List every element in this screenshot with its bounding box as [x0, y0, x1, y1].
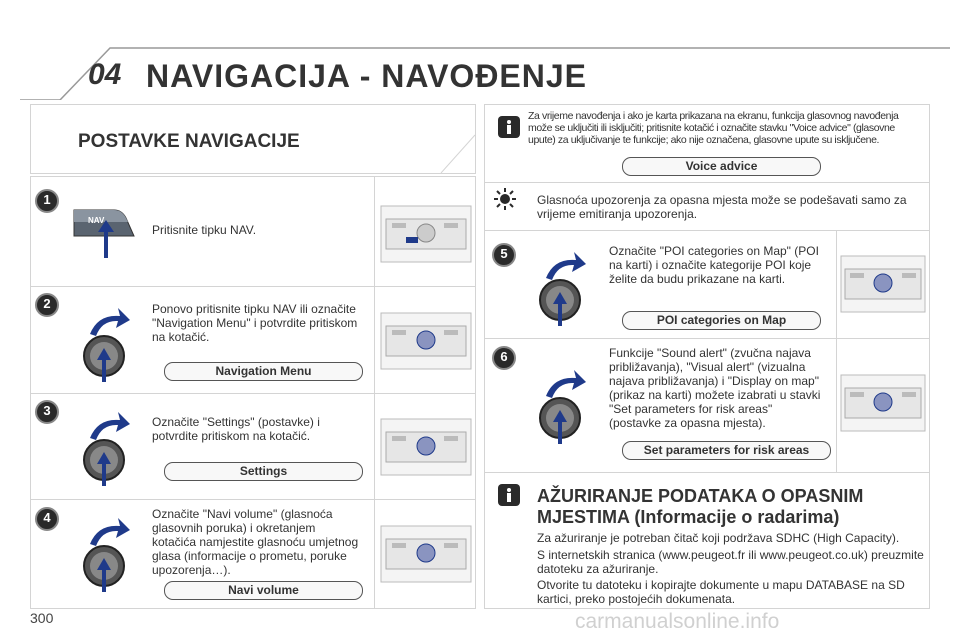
step-badge-5: 5	[489, 240, 519, 270]
section-title-left: POSTAVKE NAVIGACIJE	[78, 131, 300, 152]
alert-volume-tip-text: Glasnoća upozorenja za opasna mjesta može se podešavati samo za vrijeme emitiranja upozorenja.	[537, 193, 907, 221]
step-4-text: Označite "Navi volume" (glasnoća glasovnih poruka) i okretanjem kotačića namjestite glasnoću umjetnog glasa (informacije o prometu, poruke upozorenja…).	[152, 507, 359, 577]
step-5-text: Označite "POI categories on Map" (POI na karti) i označite kategorije POI koje želite da budu prikazane na karti.	[609, 244, 819, 286]
knob-icon	[80, 514, 132, 594]
watermark: carmanualsonline.info	[575, 610, 780, 633]
step-6-text: Funkcije "Sound alert" (zvučna najava približavanja), "Visual alert" (vizualna najava približavanja) i "Display on map" (prikaz na karti) možete izabrati u stavki "Set parameters for risk areas" (postavke za opasna mjesta).	[609, 346, 821, 430]
navigation-menu-button[interactable]: Navigation Menu	[164, 362, 363, 381]
step-badge-1: 1	[32, 186, 62, 216]
knob-icon	[80, 408, 132, 488]
radio-panel-icon	[380, 312, 472, 370]
step-badge-3: 3	[32, 397, 62, 427]
update-paragraph-3: Otvorite tu datoteku i kopirajte dokumente u mapu DATABASE na SD kartici, preko postojećih dokumenata.	[537, 578, 905, 606]
radio-panel-icon	[380, 418, 472, 476]
info-icon	[498, 484, 520, 506]
navi-volume-button[interactable]: Navi volume	[164, 581, 363, 600]
page-title: NAVIGACIJA - NAVOĐENJE	[146, 58, 588, 94]
knob-icon	[80, 304, 132, 384]
voice-advice-info-text: Za vrijeme navođenja i ako je karta prikazana na ekranu, funkcija glasovnog navođenja može se uključiti ili isključiti; pritisnite kotačić i označite stavku "Voice advice" (glasovne upute) za uključivanje te funkcije; ako nije označena, glasovne upute su isključene.	[528, 110, 899, 146]
knob-icon	[536, 366, 588, 446]
update-paragraph-1: Za ažuriranje je potreban čitač koji podržava SDHC (High Capacity).	[537, 531, 900, 545]
settings-button[interactable]: Settings	[164, 462, 363, 481]
nav-key-icon: NAV	[70, 196, 142, 262]
sun-icon	[494, 188, 516, 210]
poi-categories-button[interactable]: POI categories on Map	[622, 311, 821, 330]
step-badge-2: 2	[32, 290, 62, 320]
radio-panel-icon	[840, 255, 926, 313]
info-icon	[498, 116, 520, 138]
radio-panel-icon	[840, 374, 926, 432]
step-badge-4: 4	[32, 504, 62, 534]
radio-panel-icon	[380, 205, 472, 263]
step-badge-6: 6	[489, 343, 519, 373]
step-2-text: Ponovo pritisnite tipku NAV ili označite "Navigation Menu" i potvrdite pritiskom na kotačić.	[152, 302, 358, 344]
step-1-text: Pritisnite tipku NAV.	[152, 223, 257, 237]
voice-advice-button[interactable]: Voice advice	[622, 157, 821, 176]
page-number: 300	[30, 610, 54, 626]
page-header	[0, 0, 960, 100]
radio-panel-icon	[380, 525, 472, 583]
knob-icon	[536, 248, 588, 328]
update-section-title: AŽURIRANJE PODATAKA O OPASNIM MJESTIMA (Informacije o radarima)	[537, 486, 864, 527]
set-risk-areas-button[interactable]: Set parameters for risk areas	[622, 441, 831, 460]
chapter-number: 04	[88, 58, 122, 91]
update-paragraph-2: S internetskih stranica (www.peugeot.fr ili www.peugeot.co.uk) preuzmite datoteku za ažuriranje.	[537, 548, 924, 576]
step-3-text: Označite "Settings" (postavke) i potvrdite pritiskom na kotačić.	[152, 415, 320, 443]
